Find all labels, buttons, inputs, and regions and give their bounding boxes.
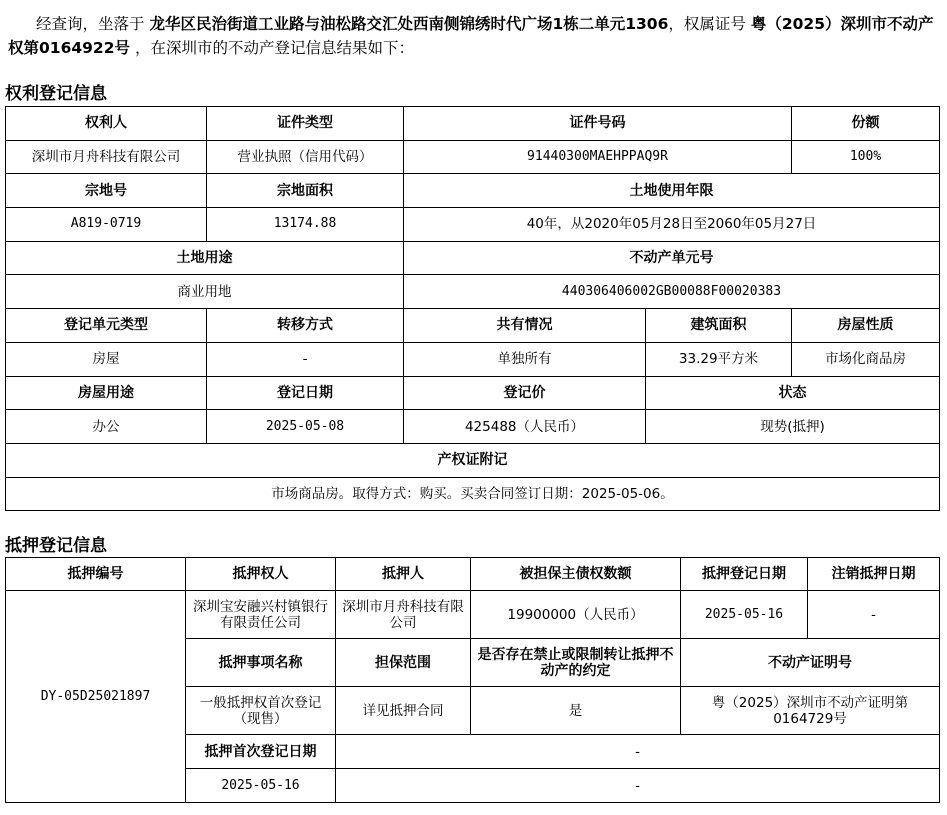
mortgagor-value: 深圳市月舟科技有限公司 <box>336 591 471 639</box>
table-row <box>6 241 940 275</box>
mortgage-reg-date-value: 2025-05-16 <box>681 591 808 639</box>
table-row <box>6 410 940 444</box>
header-cert-type: 证件类型 <box>207 107 404 141</box>
unit-type-value: 房屋 <box>6 342 207 376</box>
header-coownership: 共有情况 <box>404 309 646 343</box>
rights-table <box>5 106 940 511</box>
first-reg-date-right: - <box>336 735 940 769</box>
table-row <box>6 208 940 242</box>
parcel-no-value: A819-0719 <box>6 208 207 242</box>
mortgage-section-title: 抵押登记信息 <box>5 536 107 556</box>
header-cancel-date: 注销抵押日期 <box>808 558 940 591</box>
table-row <box>6 477 940 511</box>
header-land-use: 土地用途 <box>6 241 404 275</box>
land-use-value: 商业用地 <box>6 275 404 309</box>
house-nature-value: 市场化商品房 <box>792 342 940 376</box>
intro-suffix: ，在深圳市的不动产登记信息结果如下： <box>134 39 414 57</box>
cert-type-value: 营业执照（信用代码） <box>207 140 404 174</box>
mortgagee-value: 深圳宝安融兴村镇银行有限责任公司 <box>186 591 336 639</box>
transfer-value: - <box>207 342 404 376</box>
owner-value: 深圳市月舟科技有限公司 <box>6 140 207 174</box>
intro-paragraph <box>8 12 938 60</box>
header-parcel-area: 宗地面积 <box>207 174 404 208</box>
table-row <box>6 376 940 410</box>
coownership-value: 单独所有 <box>404 342 646 376</box>
secured-debt-value: 19900000（人民币） <box>471 591 681 639</box>
table-row <box>6 174 940 208</box>
property-location: 龙华区民治街道工业路与油松路交汇处西南侧锦绣时代广场1栋二单元1306 <box>149 15 669 33</box>
parcel-area-value: 13174.88 <box>207 208 404 242</box>
table-row <box>6 443 940 477</box>
header-house-nature: 房屋性质 <box>792 309 940 343</box>
header-mortgage-reg-date: 抵押登记日期 <box>681 558 808 591</box>
header-land-term: 土地使用年限 <box>404 174 940 208</box>
table-row <box>6 558 940 591</box>
header-building-area: 建筑面积 <box>646 309 792 343</box>
table-row <box>6 591 940 639</box>
cert-number-value: 91440300MAEHPPAQ9R <box>404 140 792 174</box>
intro-mid: ，权属证号 <box>668 15 746 33</box>
header-first-reg-date: 抵押首次登记日期 <box>186 735 336 769</box>
header-unit-no: 不动产单元号 <box>404 241 940 275</box>
first-reg-date-right-value: - <box>336 769 940 803</box>
header-cert-note: 产权证附记 <box>6 443 940 477</box>
reg-date-value: 2025-05-08 <box>207 410 404 444</box>
mortgage-no-value: DY-05D25021897 <box>6 591 186 803</box>
mortgage-table <box>5 557 940 803</box>
header-transfer-restriction: 是否存在禁止或限制转让抵押不动产的约定 <box>471 639 681 687</box>
house-use-value: 办公 <box>6 410 207 444</box>
cert-note-value: 市场商品房。取得方式：购买。买卖合同签订日期：2025-05-06。 <box>6 477 940 511</box>
header-transfer: 转移方式 <box>207 309 404 343</box>
header-guarantee-scope: 担保范围 <box>336 639 471 687</box>
header-mortgagor: 抵押人 <box>336 558 471 591</box>
cancel-date-value: - <box>808 591 940 639</box>
header-cert-number: 证件号码 <box>404 107 792 141</box>
intro-prefix: 经查询，坐落于 <box>36 15 145 33</box>
header-reg-date: 登记日期 <box>207 376 404 410</box>
header-share: 份额 <box>792 107 940 141</box>
header-proof-no: 不动产证明号 <box>681 639 940 687</box>
building-area-value: 33.29平方米 <box>646 342 792 376</box>
status-value: 现势(抵押) <box>646 410 940 444</box>
header-unit-type: 登记单元类型 <box>6 309 207 343</box>
share-value: 100% <box>792 140 940 174</box>
header-parcel-no: 宗地号 <box>6 174 207 208</box>
table-row <box>6 275 940 309</box>
table-row <box>6 309 940 343</box>
unit-no-value: 440306406002GB00088F00020383 <box>404 275 940 309</box>
header-house-use: 房屋用途 <box>6 376 207 410</box>
table-row <box>6 140 940 174</box>
land-term-value: 40年，从2020年05月28日至2060年05月27日 <box>404 208 940 242</box>
header-secured-debt: 被担保主债权数额 <box>471 558 681 591</box>
header-mortgage-item: 抵押事项名称 <box>186 639 336 687</box>
table-row <box>6 342 940 376</box>
guarantee-scope-value: 详见抵押合同 <box>336 687 471 735</box>
header-status: 状态 <box>646 376 940 410</box>
header-mortgagee: 抵押权人 <box>186 558 336 591</box>
proof-no-value: 粤（2025）深圳市不动产证明第0164729号 <box>681 687 940 735</box>
reg-price-value: 425488（人民币） <box>404 410 646 444</box>
rights-section-title: 权利登记信息 <box>5 84 107 104</box>
transfer-restriction-value: 是 <box>471 687 681 735</box>
table-row <box>6 107 940 141</box>
title-cert-number: 粤（2025）深圳市不动产权第0164922号 <box>8 15 934 57</box>
mortgage-item-value: 一般抵押权首次登记（现售） <box>186 687 336 735</box>
first-reg-date-value: 2025-05-16 <box>186 769 336 803</box>
header-owner: 权利人 <box>6 107 207 141</box>
header-mortgage-no: 抵押编号 <box>6 558 186 591</box>
header-reg-price: 登记价 <box>404 376 646 410</box>
